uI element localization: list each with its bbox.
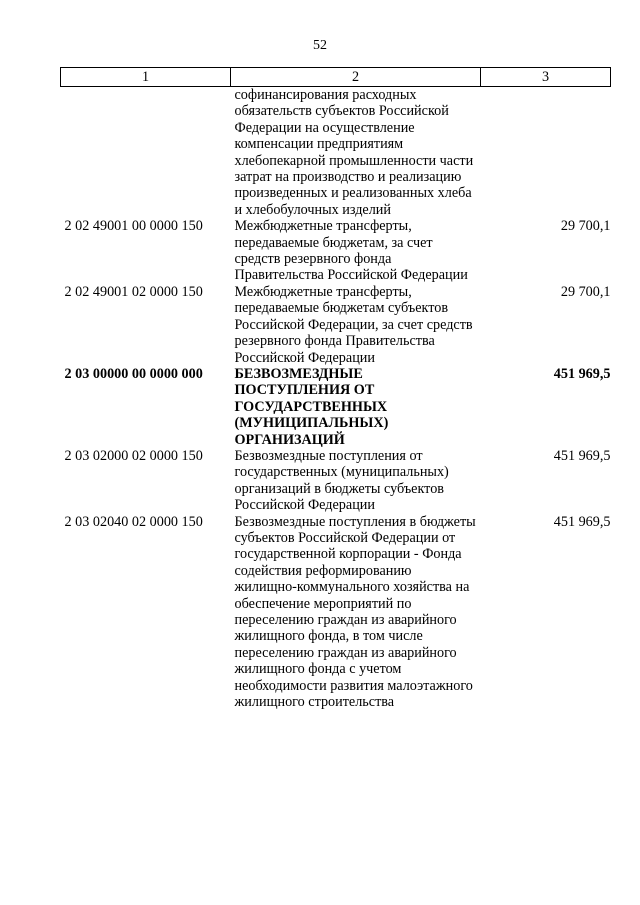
table-header-row bbox=[61, 68, 611, 87]
row-name: Безвозмездные поступления в бюджеты субъектов Российской Федерации от государственной корпорации - Фонда содействия реформированию жилищно-коммунального хозяйства на обеспечение мероприятий по переселению граждан из аварийного жилищного фонда, в том числе переселению граждан из аварийного жилищного фонда с учетом необходимости развития малоэтажного жилищного строительства bbox=[234, 513, 476, 711]
row-code: 2 02 49001 00 0000 150 bbox=[64, 218, 203, 235]
table-row bbox=[61, 514, 611, 711]
table-row bbox=[61, 448, 611, 514]
column-header-amount: 3 bbox=[481, 68, 611, 87]
row-amount: 29 700,1 bbox=[560, 283, 611, 300]
row-amount: 451 969,5 bbox=[553, 447, 611, 464]
column-header-code: 1 bbox=[61, 68, 231, 87]
row-amount: 29 700,1 bbox=[560, 218, 611, 235]
budget-table bbox=[60, 67, 611, 710]
row-code: 2 03 02040 02 0000 150 bbox=[64, 513, 203, 530]
row-amount: 451 969,5 bbox=[553, 365, 611, 382]
row-name: Безвозмездные поступления от государственных (муниципальных) организаций в бюджеты субъектов Российской Федерации bbox=[234, 447, 449, 514]
page-number: 52 bbox=[313, 38, 327, 53]
row-name: Межбюджетные трансферты, передаваемые бюджетам субъектов Российской Федерации, за счет средств резервного фонда Правительства Российской Федерации bbox=[234, 283, 473, 366]
table-row bbox=[61, 87, 611, 219]
table-row bbox=[61, 218, 611, 284]
row-code: 2 02 49001 02 0000 150 bbox=[64, 283, 203, 300]
row-amount: 451 969,5 bbox=[553, 513, 611, 530]
column-header-name: 2 bbox=[231, 68, 481, 87]
row-amount bbox=[481, 87, 611, 219]
row-code: 2 03 00000 00 0000 000 bbox=[64, 365, 203, 382]
row-name: софинансирования расходных обязательств субъектов Российской Федерации на осуществление компенсации предприятиям хлебопекарной промышленности части затрат на производство и реализацию произведенных и реализованных хлеба и хлебобулочных изделий bbox=[234, 87, 474, 218]
row-code: 2 03 02000 02 0000 150 bbox=[64, 447, 203, 464]
row-name: БЕЗВОЗМЕЗДНЫЕ ПОСТУПЛЕНИЯ ОТ ГОСУДАРСТВЕННЫХ (МУНИЦИПАЛЬНЫХ) ОРГАНИЗАЦИЙ bbox=[234, 365, 389, 448]
row-name: Межбюджетные трансферты, передаваемые бюджетам, за счет средств резервного фонда Правительства Российской Федерации bbox=[234, 218, 468, 284]
row-code bbox=[61, 87, 231, 219]
table-row bbox=[61, 284, 611, 366]
table-row-section-total bbox=[61, 366, 611, 448]
